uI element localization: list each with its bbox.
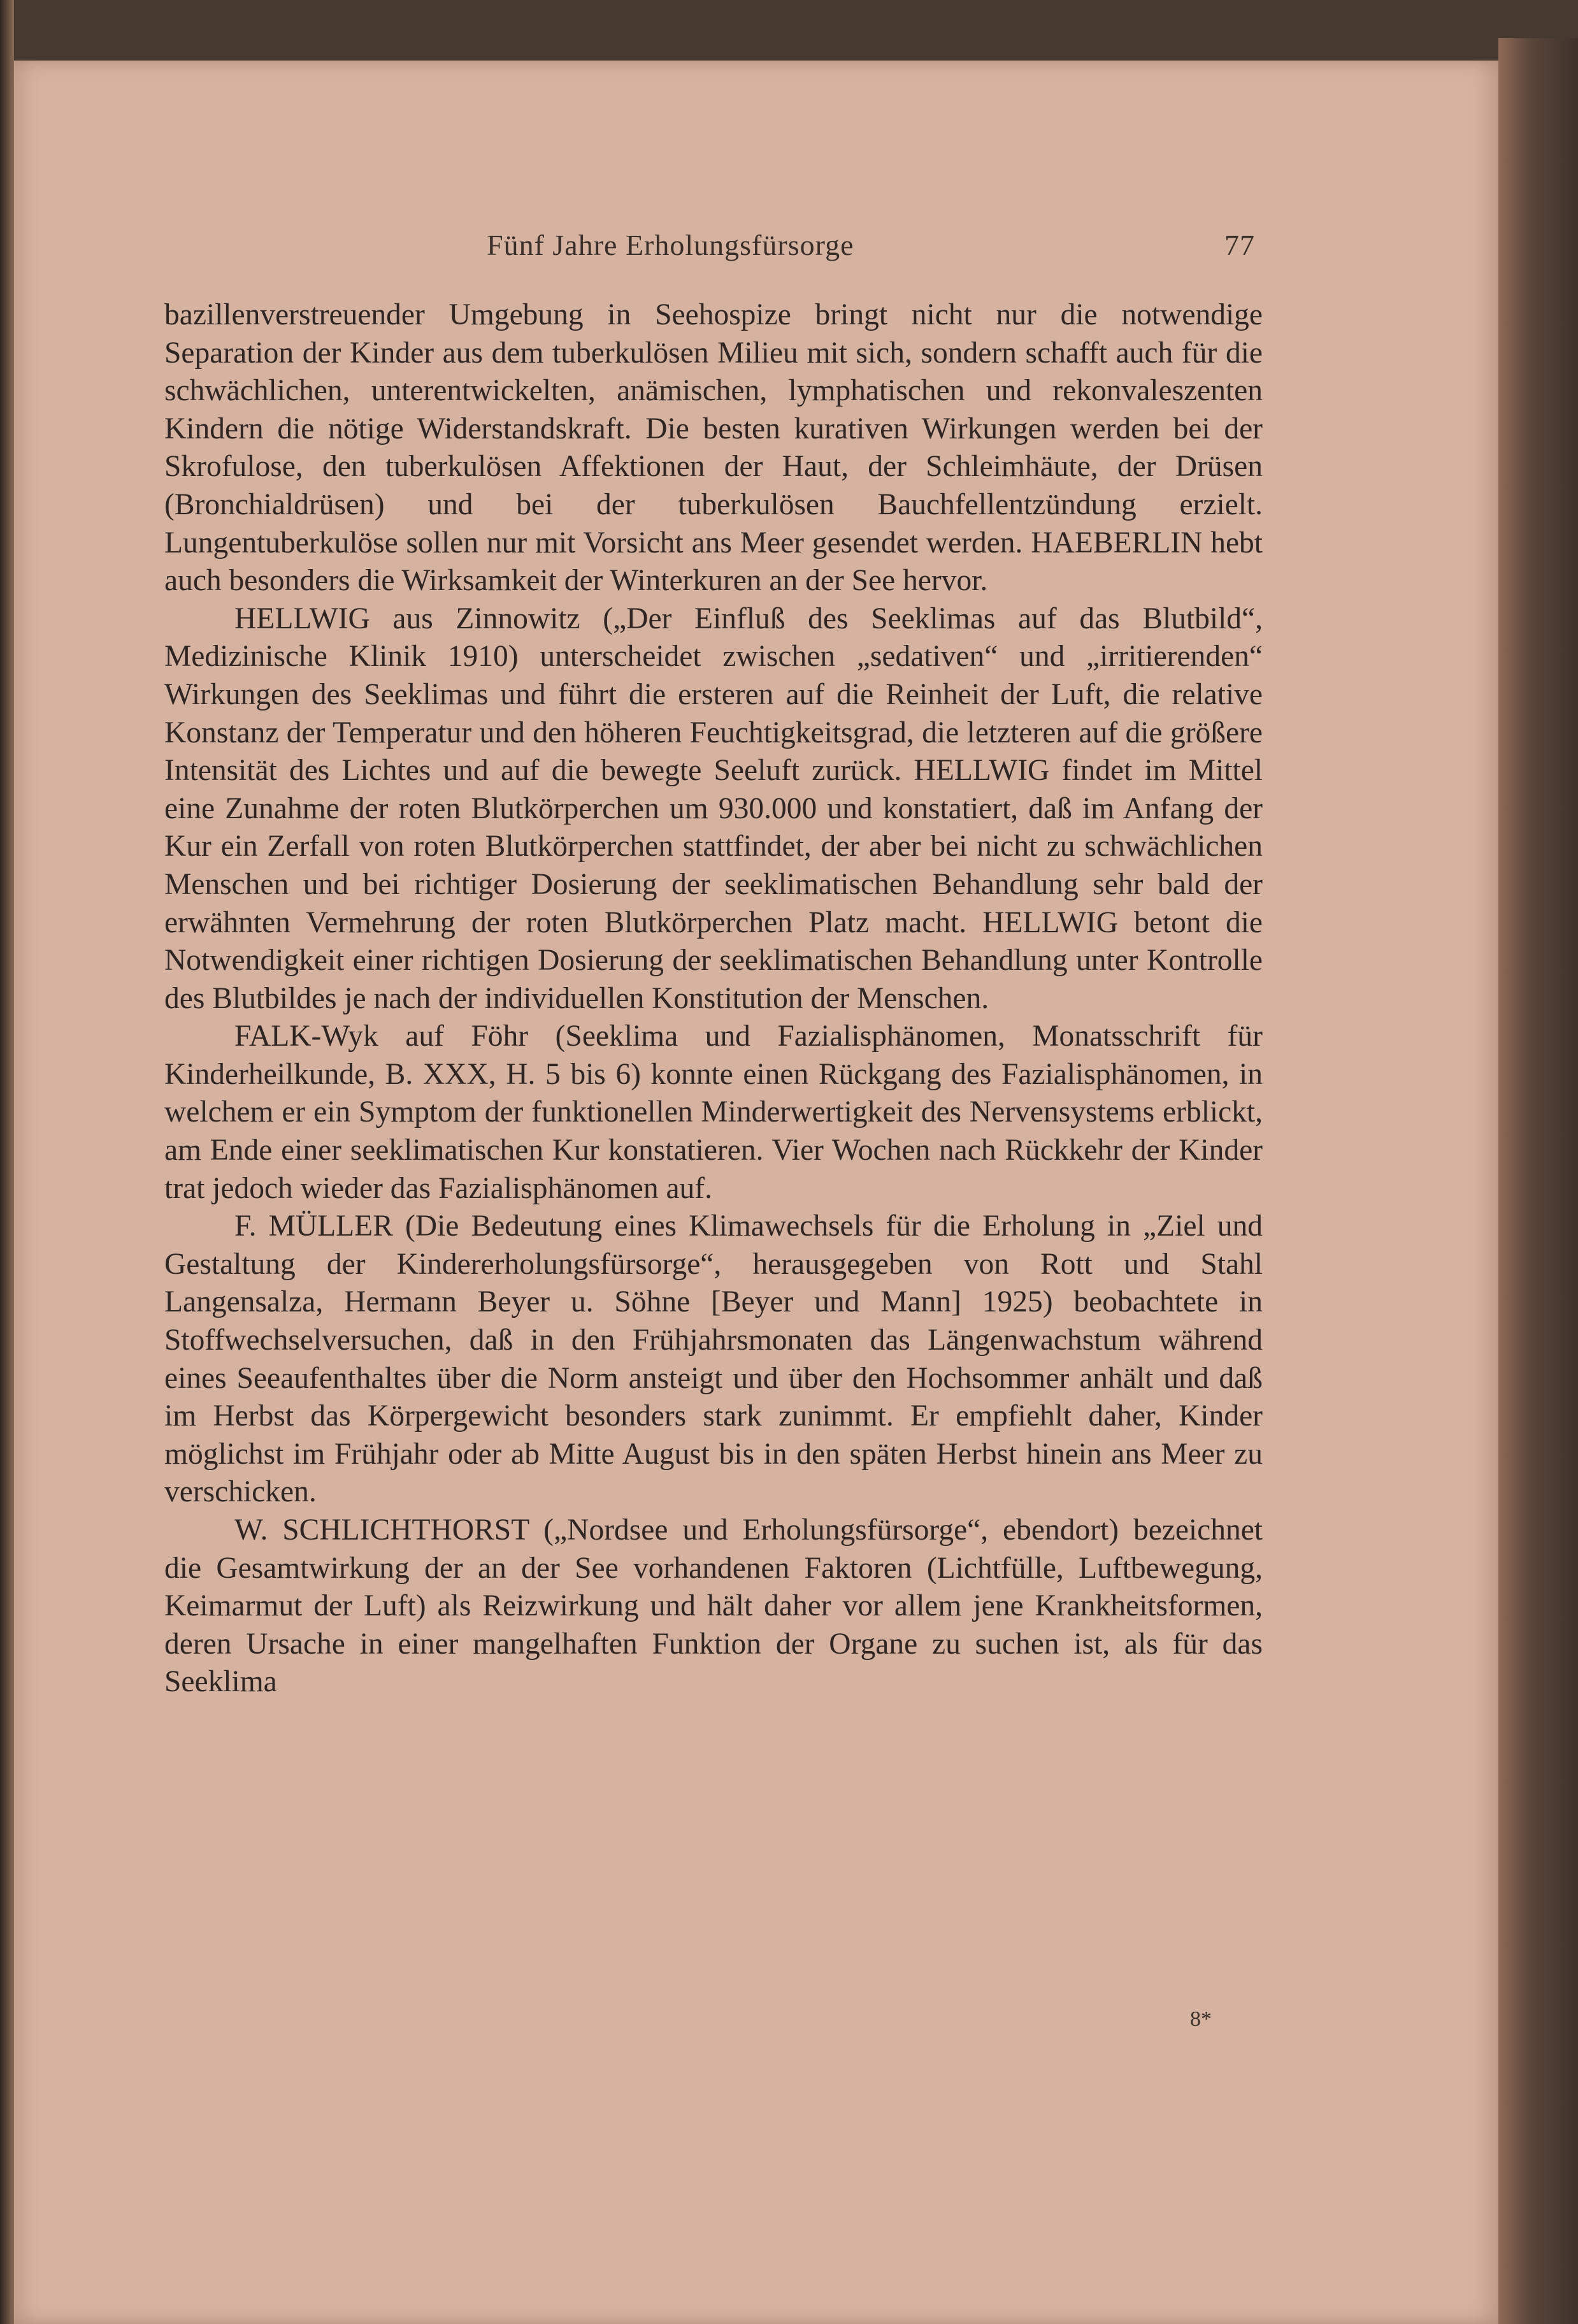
paragraph-1: bazillenverstreuender Umgebung in Seehospize bringt nicht nur die notwendige Separation der Kinder aus dem tuberkulösen Milieu mit sich, sondern schafft auch für die schwächlichen, unterentwickelten, anämischen, lymphatischen und rekonvaleszenten Kindern die nötige Widerstandskraft. Die besten kurativen Wirkungen werden bei der Skrofulose, den tuberkulösen Affektionen der Haut, der Schleimhäute, der Drüsen (Bronchialdrüsen) und bei der tuberkulösen Bauchfellentzündung erzielt. Lungentuberkulöse sollen nur mit Vorsicht ans Meer gesendet werden. HAEBERLIN hebt auch besonders die Wirksamkeit der Winterkuren an der See hervor. (164, 298, 1263, 598)
page-number: 77 (1224, 229, 1255, 261)
paragraph-2: HELLWIG aus Zinnowitz („Der Einfluß des Seeklimas auf das Blutbild“, Medizinische Klinik 1910) unterscheidet zwischen „sedativen“ und „irritierenden“ Wirkungen des Seeklimas und führt die ersteren auf die Reinheit der Luft, die relative Konstanz der Temperatur und den höheren Feuchtigkeitsgrad, die letzteren auf die größere Intensität des Lichtes und auf die bewegte Seeluft zurück. HELLWIG findet im Mittel eine Zunahme der roten Blutkörperchen um 930.000 und konstatiert, daß im Anfang der Kur ein Zerfall von roten Blutkörperchen stattfindet, der aber bei nicht zu schwächlichen Menschen und bei richtiger Dosierung der seeklimatischen Behandlung sehr bald der erwähnten Vermehrung der roten Blutkörperchen Platz macht. HELLWIG betont die Notwendigkeit einer richtigen Dosierung der seeklimatischen Behandlung unter Kontrolle des Blutbildes je nach der individuellen Konstitution der Menschen. (164, 602, 1263, 1015)
page-header (0, 228, 1578, 266)
paragraph-3: FALK-Wyk auf Föhr (Seeklima und Fazialisphänomen, Monatsschrift für Kinderheilkunde, B. XXX, H. 5 bis 6) konnte einen Rückgang des Fazialisphänomen, in welchem er ein Symptom der funktionellen Minderwertigkeit des Nervensystems erblickt, am Ende einer seeklimatischen Kur konstatieren. Vier Wochen nach Rückkehr der Kinder trat jedoch wieder das Fazialisphänomen auf. (164, 1020, 1263, 1205)
paragraph-4: F. MÜLLER (Die Bedeutung eines Klimawechsels für die Erholung in „Ziel und Gestaltung der Kindererholungsfürsorge“, herausgegeben von Rott und Stahl Langensalza, Hermann Beyer u. Söhne [Beyer und Mann] 1925) beobachtete in Stoffwechselversuchen, daß in den Frühjahrsmonaten das Längenwachstum während eines Seeaufenthaltes über die Norm ansteigt und über den Hochsommer anhält und daß im Herbst das Körpergewicht besonders stark zunimmt. Er empfiehlt daher, Kinder möglichst im Frühjahr oder ab Mitte August bis in den späten Herbst hinein ans Meer zu verschicken. (164, 1209, 1263, 1509)
book-spine-edge (0, 0, 14, 2324)
body-text (164, 296, 1263, 1701)
running-title: Fünf Jahre Erholungsfürsorge (487, 229, 854, 261)
signature-mark: 8* (1190, 2007, 1212, 2031)
page-right-edge (1498, 38, 1578, 2324)
paragraph-5: W. SCHLICHTHORST („Nordsee und Erholungsfürsorge“, ebendort) bezeichnet die Gesamtwirkung der an der See vorhandenen Faktoren (Lichtfülle, Luftbewegung, Keimarmut der Luft) als Reizwirkung und hält daher vor allem jene Krankheitsformen, deren Ursache in einer mangelhaften Funktion der Organe zu suchen ist, als für das Seeklima (164, 1513, 1263, 1699)
